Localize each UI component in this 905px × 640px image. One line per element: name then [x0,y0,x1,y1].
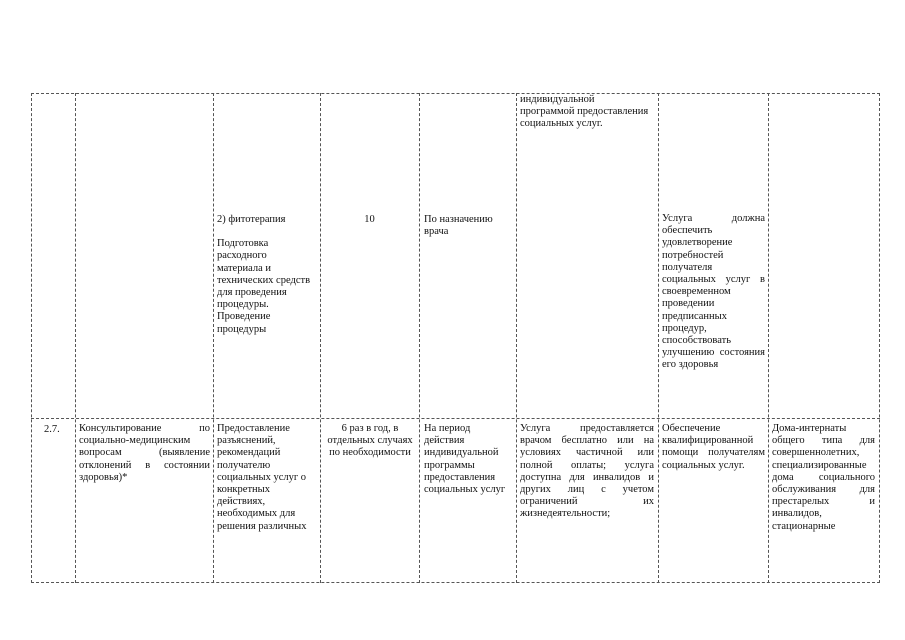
table-border-bottom [31,582,880,583]
service-description: Подготовка расходного материала и технических средств для проведения процедуры. Проведение процедуры [217,238,311,335]
row-institutions: Дома-интернаты общего типа для совершеннолетних, специализированные дома социального обслуживания для престарелых и инвалидов, стационарные [772,423,875,532]
row-service-name: Консультирование по социально-медицинским вопросам (выявление отклонений в состоянии здоровья)* [79,423,210,483]
column-divider [213,93,214,583]
row-quality: Обеспечение квалифицированной помощи получателям социальных услуг. [662,423,765,471]
services-table [31,93,880,583]
service-name: 2) фитотерапия [217,214,286,225]
row-period: На период действия индивидуальной программы предоставления социальных услуг [424,423,506,496]
column-divider [320,93,321,583]
row-prev-col5-text: индивидуальной программой предоставления социальных услуг. [520,94,649,130]
row-divider [31,418,880,419]
row-description: Предоставление разъяснений, рекомендаций получателю социальных услуг о конкретных действиях, необходимых для решения различных [217,423,307,532]
row-frequency: 6 раз в год, в отдельных случаях по необходимости [327,423,413,459]
row-prev-service-cell [217,214,312,336]
column-divider [75,93,76,583]
column-divider [419,93,420,583]
table-border-right [879,93,880,583]
row-prev-quality-criteria: Услуга должна обеспечить удовлетворение потребностей получателя социальных услуг в своевременном проведении предписанных процедур, способствовать улучшению состояния его здоровья [662,213,765,371]
row-conditions: Услуга предоставляется врачом бесплатно или на условиях частичной или полной оплаты; услуга доступна для инвалидов и других лиц с учетом ограничений их жизнедеятельности; [520,423,654,520]
table-border-top [31,93,880,94]
table-border-left [31,93,32,583]
column-divider [658,93,659,583]
column-divider [768,93,769,583]
row-number: 2.7. [44,424,60,435]
row-prev-count: 10 [364,214,375,225]
row-prev-period: По назначению врача [424,214,493,238]
column-divider [516,93,517,583]
